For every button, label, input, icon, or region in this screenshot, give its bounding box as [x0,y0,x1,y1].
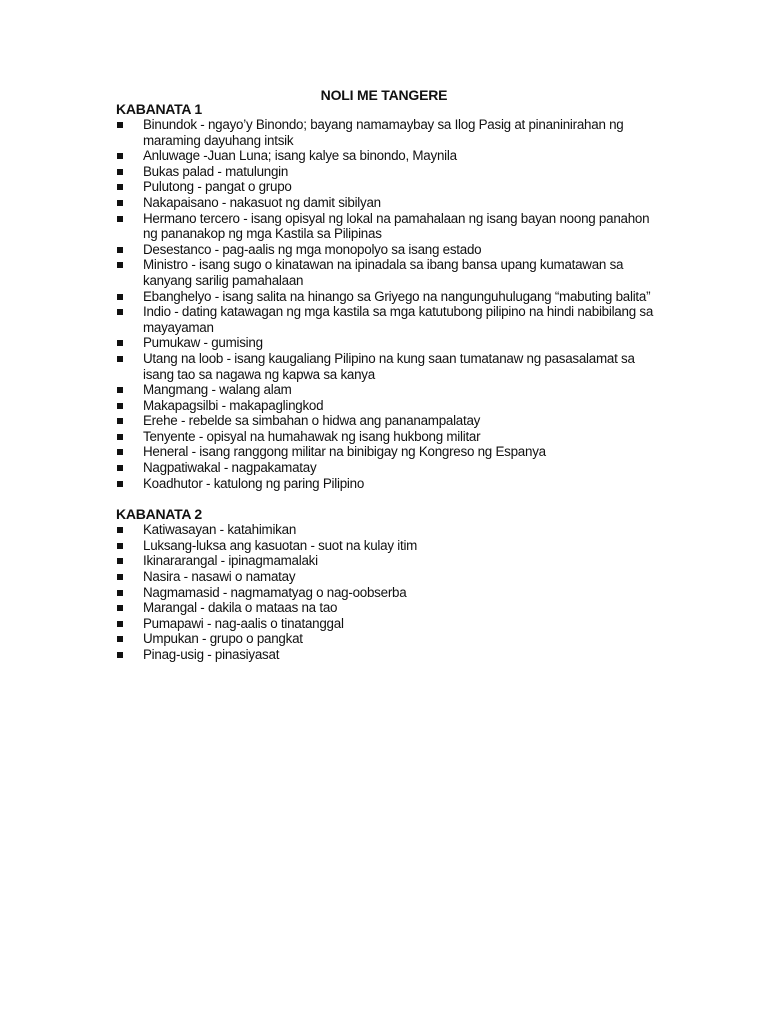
list-item [116,585,656,601]
term-list [116,522,656,662]
list-item [116,304,656,335]
list-item [116,117,656,148]
list-item-text: Mangmang - walang alam [143,382,292,398]
square-bullet-icon [117,216,123,222]
square-bullet-icon [117,294,123,300]
square-bullet-icon [117,449,123,455]
list-item [116,382,656,398]
square-bullet-icon [117,184,123,190]
list-item-text: Pumukaw - gumising [143,335,263,351]
list-item [116,444,656,460]
list-item [116,538,656,554]
list-item [116,600,656,616]
list-item-text: Pulutong - pangat o grupo [143,179,292,195]
square-bullet-icon [117,153,123,159]
list-item-text: Tenyente - opisyal na humahawak ng isang hukbong militar [143,428,481,444]
list-item-text: Desestanco - pag-aalis ng mga monopolyo sa isang estado [143,241,482,257]
list-item-text: Ministro - isang sugo o kinatawan na ipinadala sa ibang bansa upang kumatawan sa kanyang sarilig pamahalaan [143,257,624,288]
list-item [116,616,656,632]
list-item [116,195,656,211]
list-item [116,257,656,288]
square-bullet-icon [117,590,123,596]
square-bullet-icon [117,247,123,253]
kabanata-section [116,506,656,662]
list-item-text: Nasira - nasawi o namatay [143,569,296,585]
list-item-text: Indio - dating katawagan ng mga kastila sa mga katutubong pilipino na hindi nabibilang sa mayayaman [143,304,654,335]
square-bullet-icon [117,403,123,409]
list-item [116,476,656,492]
square-bullet-icon [117,543,123,549]
list-item-text: Marangal - dakila o mataas na tao [143,600,338,616]
list-item-text: Luksang-luksa ang kasuotan - suot na kulay itim [143,537,418,553]
list-item [116,553,656,569]
list-item [116,647,656,663]
square-bullet-icon [117,434,123,440]
list-item [116,164,656,180]
square-bullet-icon [117,418,123,424]
square-bullet-icon [117,527,123,533]
square-bullet-icon [117,652,123,658]
list-item [116,351,656,382]
list-item-text: Erehe - rebelde sa simbahan o hidwa ang pananampalatay [143,413,481,429]
list-item [116,522,656,538]
square-bullet-icon [117,605,123,611]
list-item-text: Pinag-usig - pinasiyasat [143,647,280,662]
square-bullet-icon [117,387,123,393]
list-item [116,242,656,258]
list-item [116,289,656,305]
section-heading: KABANATA 2 [116,506,202,523]
square-bullet-icon [117,169,123,175]
list-item-text: Umpukan - grupo o pangkat [143,631,303,647]
square-bullet-icon [117,558,123,564]
list-item-text: Anluwage -Juan Luna; isang kalye sa binondo, Maynila [143,148,457,164]
square-bullet-icon [117,356,123,362]
list-item-text: Hermano tercero - isang opisyal ng lokal na pamahalaan ng isang bayan noong panahon ng pananakop ng mga Kastila sa Pilipinas [143,210,650,242]
list-item [116,460,656,476]
list-item-text: Pumapawi - nag-aalis o tinatanggal [143,615,344,631]
term-list [116,117,656,491]
list-item [116,569,656,585]
square-bullet-icon [117,481,123,487]
document-title: NOLI ME TANGERE [320,87,448,103]
section-heading: KABANATA 1 [116,101,202,117]
list-item [116,429,656,445]
list-item [116,211,656,242]
list-item-text: Katiwasayan - katahimikan [143,522,297,538]
list-item [116,179,656,195]
square-bullet-icon [117,309,123,315]
list-item-text: Nagmamasid - nagmamatyag o nag-oobserba [143,584,407,600]
list-item [116,148,656,164]
kabanata-section [116,101,656,491]
square-bullet-icon [117,122,123,128]
square-bullet-icon [117,465,123,471]
list-item [116,335,656,351]
list-item-text: Utang na loob - isang kaugaliang Pilipino na kung saan tumatanaw ng pasasalamat sa isang tao sa nagawa ng kapwa sa kanya [143,350,635,382]
list-item-text: Makapagsilbi - makapaglingkod [143,397,324,413]
square-bullet-icon [117,636,123,642]
square-bullet-icon [117,340,123,346]
square-bullet-icon [117,574,123,580]
square-bullet-icon [117,262,123,268]
list-item-text: Binundok - ngayo’y Binondo; bayang namamaybay sa Ilog Pasig at pinaninirahan ng maraming dayuhang intsik [143,117,624,148]
list-item [116,631,656,647]
list-item-text: Nakapaisano - nakasuot ng damit sibilyan [143,194,381,210]
list-item-text: Ebanghelyo - isang salita na hinango sa Griyego na nangunguhulugang “mabuting balita” [143,288,651,304]
list-item [116,398,656,414]
list-item-text: Bukas palad - matulungin [143,163,289,179]
list-item-text: Koadhutor - katulong ng paring Pilipino [143,475,365,491]
square-bullet-icon [117,621,123,627]
square-bullet-icon [117,200,123,206]
list-item-text: Ikinararangal - ipinagmamalaki [143,553,318,569]
list-item-text: Heneral - isang ranggong militar na binibigay ng Kongreso ng Espanya [143,444,546,460]
list-item [116,413,656,429]
list-item-text: Nagpatiwakal - nagpakamatay [143,460,317,476]
document-body [116,101,656,663]
